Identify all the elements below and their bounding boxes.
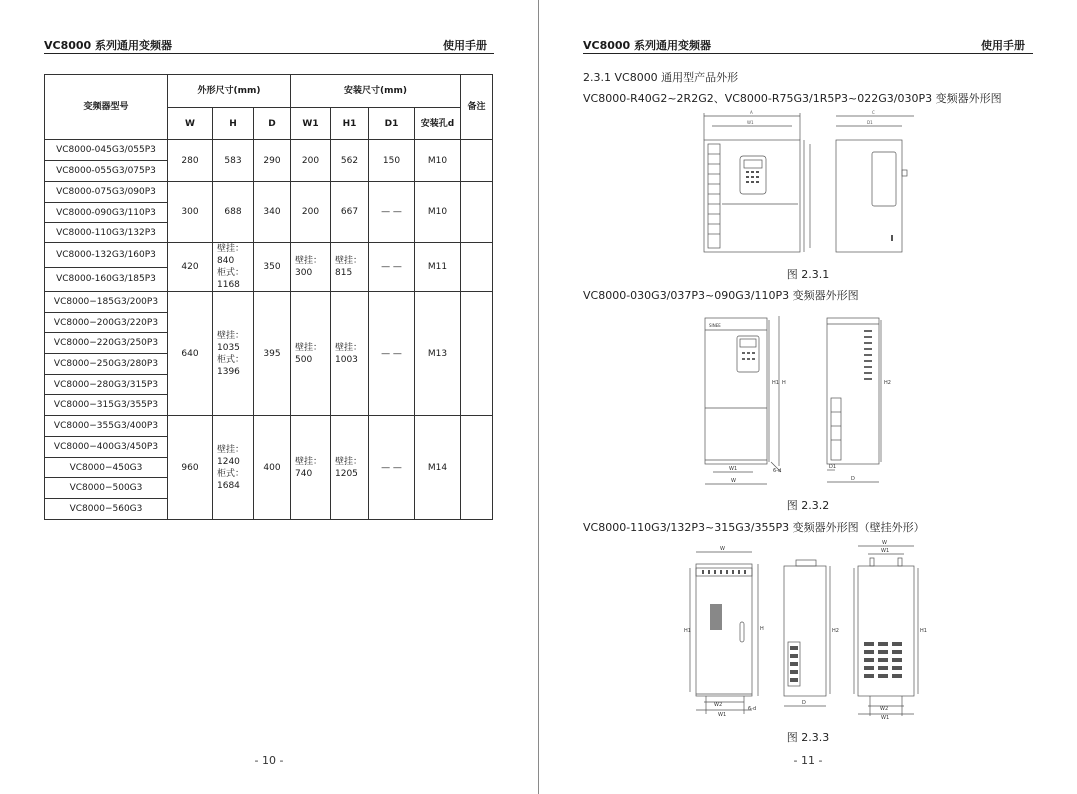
- fig3-front-hole: 6-d: [748, 706, 757, 712]
- h-cell: [213, 292, 254, 416]
- w1-cell-line: 壁挂：: [295, 256, 323, 266]
- w1-cell-line: 300: [295, 268, 313, 278]
- fig3-back-w1b: W1: [881, 715, 890, 721]
- model-cell: VC8000-090G3/110P3: [45, 203, 168, 223]
- fig3-front-h: H: [760, 626, 764, 632]
- table-row: [45, 243, 493, 268]
- dim-label-w: W: [731, 478, 736, 484]
- h1-cell-line: 815: [335, 268, 353, 278]
- brand-label: SINEE: [709, 323, 721, 328]
- left-page: [0, 0, 538, 794]
- d1-cell: — —: [369, 182, 415, 243]
- h-cell: [213, 140, 254, 182]
- w-cell: 280: [168, 140, 213, 182]
- figure-3-caption: 图 2.3.3: [786, 731, 830, 744]
- h1-cell-line: 1205: [335, 468, 358, 479]
- w1-cell: [291, 243, 331, 292]
- model-cell: VC8000−280G3/315P3: [45, 375, 168, 395]
- model-cell: VC8000−315G3/355P3: [45, 395, 168, 416]
- fig3-back-h1: H1: [920, 628, 927, 634]
- dim-label-h2: H2: [884, 380, 891, 386]
- w1-cell-line: 200: [301, 155, 320, 166]
- w1-cell: [291, 140, 331, 182]
- h1-cell-line: 562: [340, 155, 359, 166]
- hole-cell: M13: [415, 292, 461, 416]
- model-cell: VC8000-055G3/075P3: [45, 161, 168, 182]
- col-d-header: D: [254, 108, 291, 140]
- h1-cell: [331, 182, 369, 243]
- figure-3-title: VC8000-110G3/132P3~315G3/355P3 变频器外形图（壁挂外形）: [583, 521, 925, 534]
- w1-cell-line: 200: [301, 207, 320, 217]
- table-row: [45, 292, 493, 313]
- w-cell: 420: [168, 243, 213, 292]
- dim-label-w1: W1: [747, 120, 754, 125]
- header-rule: [44, 53, 494, 54]
- figure-2-caption: 图 2.3.2: [786, 499, 830, 512]
- model-cell: VC8000−450G3: [45, 458, 168, 478]
- w1-cell-line: 740: [295, 468, 313, 479]
- h-cell-line: 1240: [217, 456, 240, 467]
- hole-cell: M11: [415, 243, 461, 292]
- model-cell: VC8000-132G3/160P3: [45, 243, 168, 268]
- h-cell-line: 583: [224, 155, 242, 166]
- h-cell-line: 1684: [217, 480, 240, 491]
- w1-cell-line: 500: [295, 354, 313, 365]
- dim-label-d1: D1: [829, 464, 837, 470]
- group-outer-header: 外形尺寸(mm): [168, 75, 291, 108]
- fig3-side-d: D: [802, 700, 806, 706]
- page-number: - 11 -: [793, 754, 823, 767]
- d-cell: 340: [254, 182, 291, 243]
- dim-label-d: D: [851, 476, 855, 482]
- h-cell-line: 柜式：: [217, 468, 245, 479]
- model-cell: VC8000−185G3/200P3: [45, 292, 168, 313]
- d-cell: 290: [254, 140, 291, 182]
- fig3-front-w1: W1: [718, 712, 727, 718]
- d1-cell: 150: [369, 140, 415, 182]
- note-cell: [461, 292, 493, 416]
- figure-2-3-3-drawing: [684, 538, 927, 721]
- w-cell: 640: [168, 292, 213, 416]
- dim-label-hole: 6-d: [773, 468, 782, 474]
- h1-cell-line: 壁挂：: [335, 456, 363, 467]
- h-cell-line: 壁挂：: [217, 244, 245, 254]
- header-manual: 使用手册: [443, 39, 487, 52]
- right-page: [539, 0, 1077, 794]
- col-d1-header: D1: [369, 108, 415, 140]
- w-cell: 300: [168, 182, 213, 243]
- header-rule: [583, 53, 1033, 54]
- h1-cell: [331, 416, 369, 520]
- dim-label-c: C: [872, 110, 875, 115]
- fig3-front-w: W: [720, 546, 725, 552]
- model-cell: VC8000-045G3/055P3: [45, 140, 168, 161]
- col-h1-header: H1: [331, 108, 369, 140]
- figure-1-caption: 图 2.3.1: [786, 268, 830, 281]
- col-note-header: 备注: [461, 75, 493, 140]
- model-cell: VC8000-160G3/185P3: [45, 267, 168, 292]
- w1-cell: [291, 292, 331, 416]
- h1-cell-line: 壁挂：: [335, 256, 363, 266]
- model-cell: VC8000−220G3/250P3: [45, 333, 168, 354]
- figure-2-title: VC8000-030G3/037P3~090G3/110P3 变频器外形图: [583, 289, 859, 302]
- h-cell: [213, 182, 254, 243]
- model-cell: VC8000-075G3/090P3: [45, 182, 168, 203]
- fig3-side-h2: H2: [832, 628, 839, 634]
- header-title: VC8000 系列通用变频器: [583, 39, 712, 52]
- fig3-back-w: W: [882, 540, 887, 546]
- h-cell-line: 壁挂：: [217, 444, 245, 455]
- dim-label-d1: D1: [867, 120, 873, 125]
- d-cell: 400: [254, 416, 291, 520]
- page-number: - 10 -: [254, 754, 284, 767]
- table-row: [45, 416, 493, 437]
- col-w-header: W: [168, 108, 213, 140]
- group-install-header: 安装尺寸(mm): [291, 75, 461, 108]
- dim-label-h1: H1: [772, 380, 779, 386]
- note-cell: [461, 416, 493, 520]
- model-cell: VC8000−560G3: [45, 499, 168, 520]
- h-cell-line: 1396: [217, 366, 240, 377]
- model-cell: VC8000-110G3/132P3: [45, 223, 168, 243]
- hole-cell: M14: [415, 416, 461, 520]
- header-manual: 使用手册: [981, 39, 1025, 52]
- d1-cell: — —: [369, 243, 415, 292]
- dim-label-a: A: [750, 110, 753, 115]
- h-cell-line: 柜式：: [217, 268, 245, 278]
- h-cell-line: 1168: [217, 280, 240, 290]
- h-cell-line: 壁挂：: [217, 330, 245, 341]
- figure-1-title: VC8000-R40G2~2R2G2、VC8000-R75G3/1R5P3~022G3/030P3 变频器外形图: [583, 92, 1002, 105]
- h-cell: [213, 243, 254, 292]
- w1-cell: [291, 182, 331, 243]
- fig3-back-w1: W1: [881, 548, 890, 554]
- hole-cell: M10: [415, 140, 461, 182]
- note-cell: [461, 182, 493, 243]
- h-cell: [213, 416, 254, 520]
- table-row: [45, 182, 493, 203]
- h1-cell: [331, 140, 369, 182]
- h-cell-line: 1035: [217, 342, 240, 353]
- h1-cell-line: 667: [340, 207, 359, 217]
- model-cell: VC8000−500G3: [45, 478, 168, 499]
- h-cell-line: 840: [217, 256, 235, 266]
- figure-2-3-1-drawing: [702, 110, 917, 260]
- note-cell: [461, 243, 493, 292]
- w-cell: 960: [168, 416, 213, 520]
- h1-cell-line: 1003: [335, 354, 358, 365]
- dim-label-h: H: [782, 380, 786, 386]
- d-cell: 350: [254, 243, 291, 292]
- d-cell: 395: [254, 292, 291, 416]
- h-cell-line: 柜式：: [217, 354, 245, 365]
- table-row: [45, 140, 493, 161]
- col-model-header: 变频器型号: [45, 75, 168, 140]
- col-hole-header: 安装孔d: [415, 108, 461, 140]
- h1-cell: [331, 292, 369, 416]
- figure-2-3-2-drawing: [701, 312, 951, 490]
- model-cell: VC8000−200G3/220P3: [45, 313, 168, 333]
- model-cell: VC8000−400G3/450P3: [45, 437, 168, 458]
- d1-cell: — —: [369, 292, 415, 416]
- d1-cell: — —: [369, 416, 415, 520]
- model-cell: VC8000−250G3/280P3: [45, 354, 168, 375]
- fig3-back-w2: W2: [880, 706, 889, 712]
- dimension-table: [44, 74, 493, 520]
- h1-cell: [331, 243, 369, 292]
- model-cell: VC8000−355G3/400P3: [45, 416, 168, 437]
- w1-cell-line: 壁挂：: [295, 456, 323, 467]
- col-h-header: H: [213, 108, 254, 140]
- note-cell: [461, 140, 493, 182]
- header-title: VC8000 系列通用变频器: [44, 39, 173, 52]
- w1-cell: [291, 416, 331, 520]
- fig3-front-h1: H1: [684, 628, 691, 634]
- col-w1-header: W1: [291, 108, 331, 140]
- fig3-front-w2: W2: [714, 702, 723, 708]
- h1-cell-line: 壁挂：: [335, 342, 363, 353]
- h-cell-line: 688: [224, 207, 242, 217]
- section-title: 2.3.1 VC8000 通用型产品外形: [583, 71, 739, 84]
- hole-cell: M10: [415, 182, 461, 243]
- w1-cell-line: 壁挂：: [295, 342, 323, 353]
- dim-label-w1: W1: [729, 466, 738, 472]
